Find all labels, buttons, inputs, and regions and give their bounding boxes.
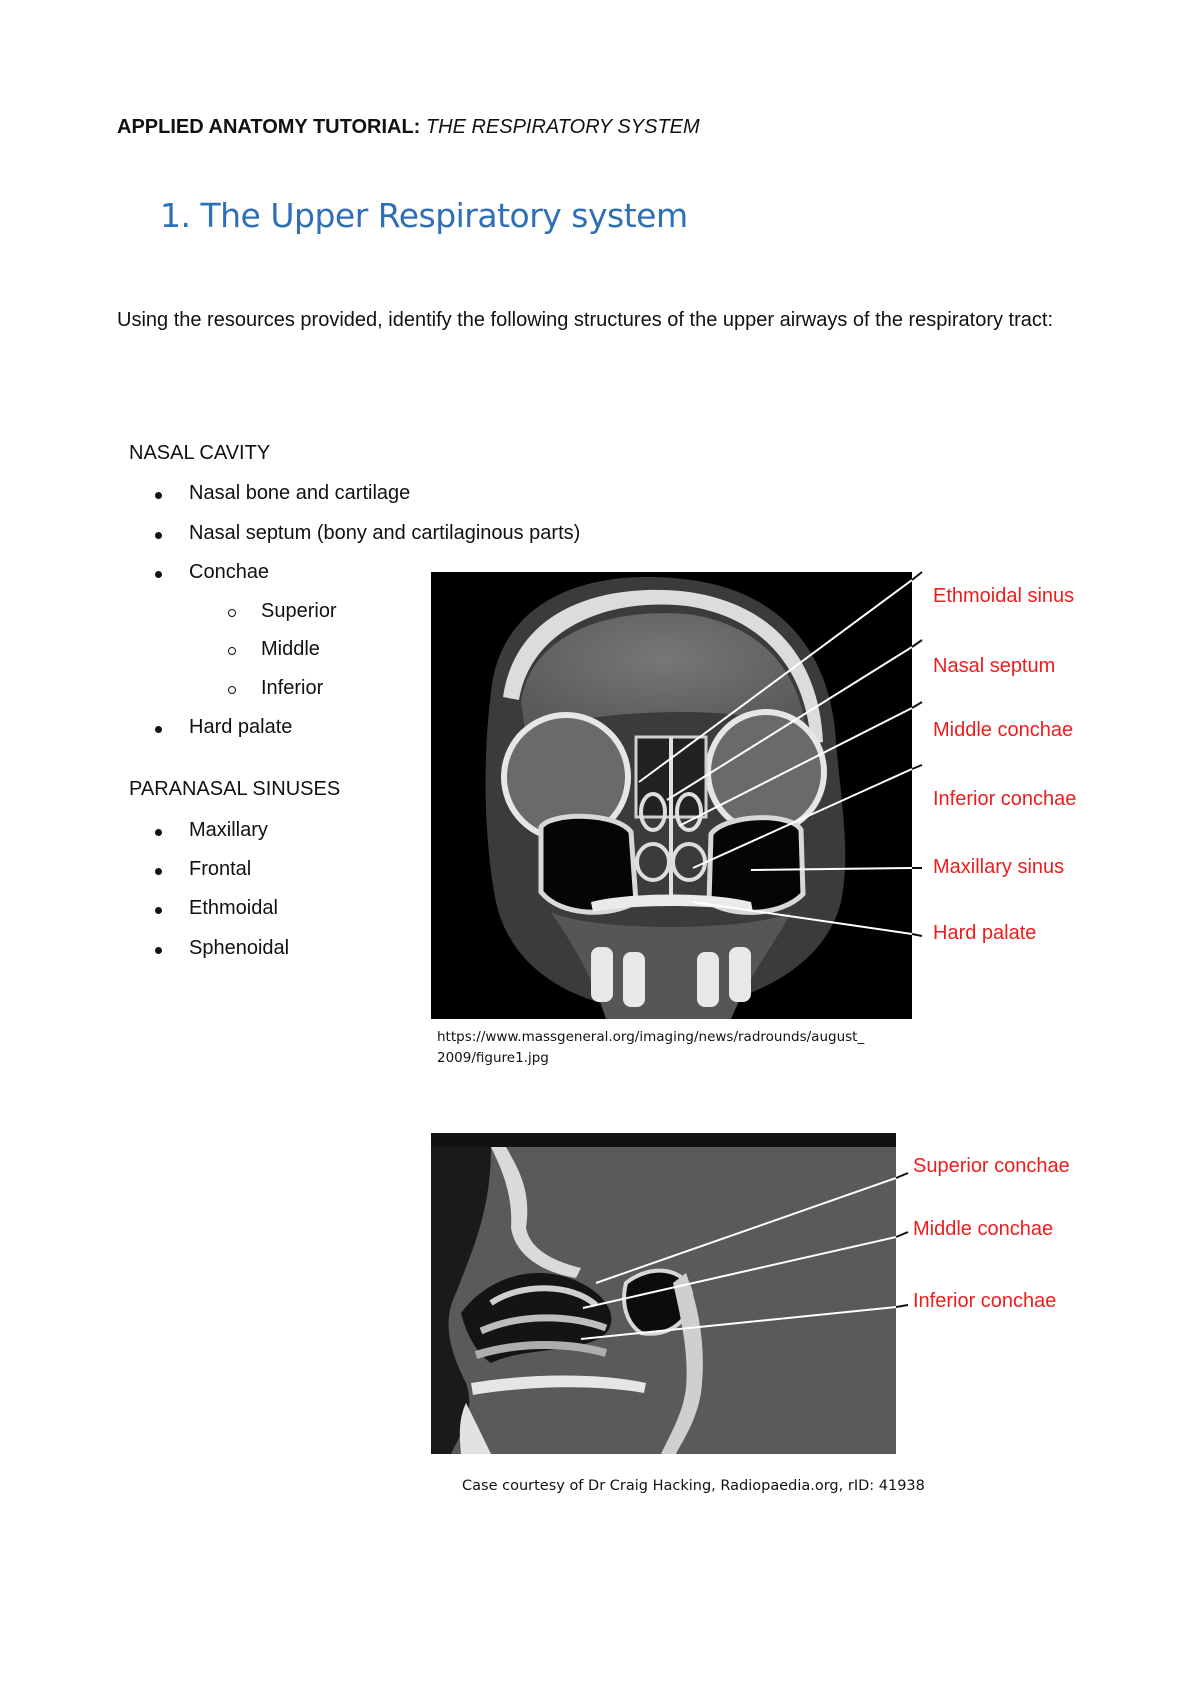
label-maxillary-sinus: Maxillary sinus (933, 856, 1065, 878)
figure1-source-line2: 2009/figure1.jpg (437, 1050, 549, 1066)
bullet-icon (155, 868, 162, 875)
sagittal-ct-image (431, 1133, 896, 1454)
title-italic: THE RESPIRATORY SYSTEM (425, 116, 700, 138)
figure1-leader-lines (912, 572, 922, 972)
nasal-cavity-title: NASAL CAVITY (129, 442, 271, 464)
section-heading: 1. The Upper Respiratory system (160, 196, 688, 235)
sub-list-item-text: Superior (261, 600, 337, 622)
list-item-text: Sphenoidal (189, 937, 290, 959)
bullet-icon (155, 947, 162, 954)
bullet-icon (155, 571, 162, 578)
figure1-source-line1: https://www.massgeneral.org/imaging/news/radrounds/august_ (437, 1029, 865, 1045)
label-nasal-septum: Nasal septum (933, 655, 1056, 677)
figure2-caption: Case courtesy of Dr Craig Hacking, Radiopaedia.org, rID: 41938 (462, 1478, 925, 1494)
bullet-icon (155, 907, 162, 914)
label-middle-conchae-sagittal: Middle conchae (913, 1218, 1054, 1240)
title-bold: APPLIED ANATOMY TUTORIAL: (117, 116, 421, 138)
list-item-text: Frontal (189, 858, 252, 880)
circle-bullet-icon (228, 647, 236, 655)
label-superior-conchae: Superior conchae (913, 1155, 1070, 1177)
label-inferior-conchae-sagittal: Inferior conchae (913, 1290, 1057, 1312)
label-middle-conchae: Middle conchae (933, 719, 1074, 741)
list-item-text: Conchae (189, 561, 270, 583)
circle-bullet-icon (228, 686, 236, 694)
intro-paragraph: Using the resources provided, identify the following structures of the upper airways of the respiratory tract: (117, 309, 1054, 331)
figure2-leader-lines (896, 1133, 908, 1333)
label-hard-palate: Hard palate (933, 922, 1037, 944)
list-item-text: Nasal bone and cartilage (189, 482, 411, 504)
sub-list-item-text: Inferior (261, 677, 324, 699)
coronal-ct-image (431, 572, 912, 1019)
paranasal-sinuses-title: PARANASAL SINUSES (129, 778, 341, 800)
list-item-text: Ethmoidal (189, 897, 278, 919)
bullet-icon (155, 726, 162, 733)
document-title (117, 116, 700, 139)
circle-bullet-icon (228, 609, 236, 617)
label-inferior-conchae: Inferior conchae (933, 788, 1077, 810)
list-item-text: Hard palate (189, 716, 293, 738)
list-item-text: Nasal septum (bony and cartilaginous parts) (189, 522, 581, 544)
list-item-text: Maxillary (189, 819, 268, 841)
bullet-icon (155, 492, 162, 499)
label-ethmoidal-sinus: Ethmoidal sinus (933, 585, 1075, 607)
sub-list-item-text: Middle (261, 638, 320, 660)
bullet-icon (155, 532, 162, 539)
bullet-icon (155, 829, 162, 836)
